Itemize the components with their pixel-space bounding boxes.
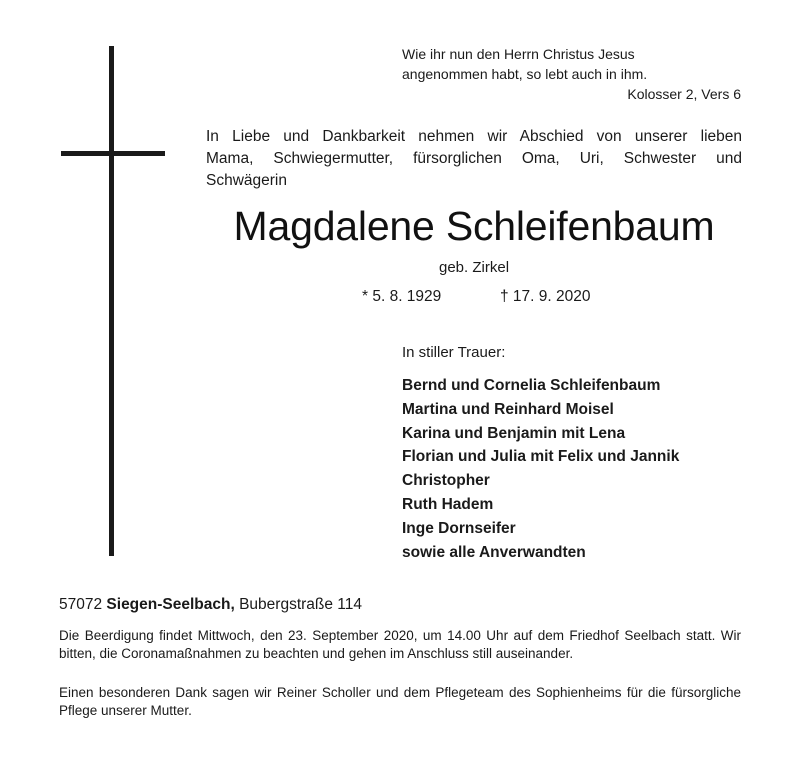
intro-line: Schwägerin [206, 172, 287, 189]
mourner-item: Christopher [402, 472, 490, 490]
mourning-title: In stiller Trauer: [402, 344, 506, 361]
funeral-notice: Die Beerdigung findet Mittwoch, den 23. September 2020, um 14.00 Uhr auf dem Friedhof Seelbach statt. Wir bitten, die Coronamaßnahmen zu beachten und gehen im Anschluss still auseinander. [59, 628, 741, 661]
intro-line: In Liebe und Dankbarkeit nehmen wir Abschied von unserer lieben [206, 128, 742, 145]
verse-reference: Kolosser 2, Vers 6 [627, 86, 741, 102]
mourner-list [402, 374, 679, 564]
death-date: † 17. 9. 2020 [500, 288, 591, 305]
birth-date: * 5. 8. 1929 [362, 288, 442, 305]
postal-code: 57072 [59, 596, 103, 613]
maiden-name: geb. Zirkel [439, 259, 510, 276]
bible-verse [402, 44, 647, 84]
city: Siegen-Seelbach, [106, 596, 235, 613]
family-address [59, 596, 362, 614]
verse-line: Wie ihr nun den Herrn Christus Jesus [402, 46, 635, 62]
mourner-item: Ruth Hadem [402, 495, 494, 513]
mourner-item: Florian und Julia mit Felix und Jannik [402, 448, 680, 466]
street: Bubergstraße 114 [239, 596, 363, 613]
intro-line: Mama, Schwiegermutter, fürsorglichen Oma, Uri, Schwester und [206, 150, 742, 167]
mourner-item: Inge Dornseifer [402, 519, 516, 537]
mourner-item: Martina und Reinhard Moisel [402, 400, 614, 418]
thanks-notice: Einen besonderen Dank sagen wir Reiner Scholler und dem Pflegeteam des Sophienheims für die fürsorgliche Pflege unserer Mutter. [59, 685, 741, 718]
mourner-item: sowie alle Anverwandten [402, 543, 586, 561]
mourner-item: Bernd und Cornelia Schleifenbaum [402, 377, 661, 394]
deceased-name: Magdalene Schleifenbaum [233, 203, 715, 249]
verse-line: angenommen habt, so lebt auch in ihm. [402, 66, 648, 82]
cross-vertical-bar [109, 46, 114, 556]
cross-horizontal-bar [61, 151, 165, 156]
intro-text [206, 126, 742, 192]
mourner-item: Karina und Benjamin mit Lena [402, 424, 626, 442]
